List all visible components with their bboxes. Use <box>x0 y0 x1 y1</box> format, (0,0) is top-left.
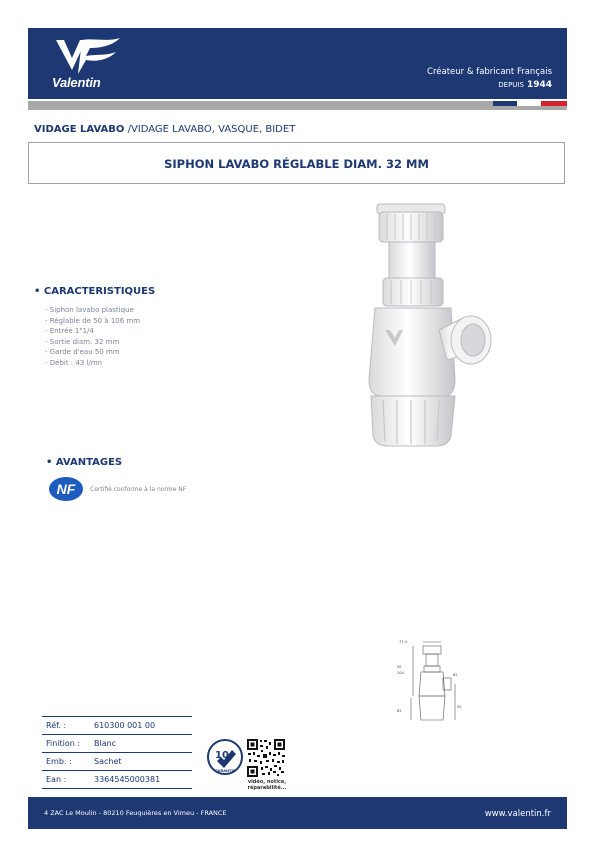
product-title: SIPHON LAVABO RÉGLABLE DIAM. 32 MM <box>164 157 429 171</box>
info-value: Blanc <box>90 735 192 753</box>
drawing-dim-label: 82 <box>453 673 458 677</box>
table-row <box>42 771 192 789</box>
info-key: Ean : <box>42 771 90 789</box>
flag-white <box>517 101 541 106</box>
website-link[interactable]: www.valentin.fr <box>484 809 551 819</box>
flag-red <box>541 101 567 106</box>
info-key: Finition : <box>42 735 90 753</box>
spec-item: - Réglable de 50 à 106 mm <box>45 316 141 325</box>
siphon-product-image <box>355 200 505 448</box>
info-value: 3364545000381 <box>90 771 192 789</box>
technical-drawing <box>393 636 473 736</box>
tagline: Créateur & fabricant Français <box>427 67 552 77</box>
characteristics-heading: • CARACTERISTIQUES <box>34 286 156 297</box>
nf-certification-icon <box>48 476 84 502</box>
warranty-10-years-icon <box>206 738 244 776</box>
table-row <box>42 717 192 735</box>
spec-item: - Entrée 1"1/4 <box>45 327 94 335</box>
warranty-years: 10 <box>215 750 229 761</box>
grey-separator <box>28 101 567 110</box>
company-address: 4 ZAC Le Moulin - 80210 Feuquières en Vimeu - FRANCE <box>44 809 227 817</box>
drawing-dim-label: 77.4 <box>399 640 407 644</box>
product-info-table <box>42 716 192 789</box>
flag-blue <box>493 101 517 106</box>
drawing-dim-label: 104 <box>397 671 404 675</box>
spec-item: - Débit : 43 l/mn <box>45 358 103 367</box>
spec-item: - Garde d'eau 50 mm <box>45 348 120 356</box>
info-value: Sachet <box>90 753 192 771</box>
info-key: Emb. : <box>42 753 90 771</box>
drawing-dim-label: 82 <box>397 709 402 713</box>
qr-code[interactable] <box>246 738 286 778</box>
spec-item: - Siphon lavabo plastique <box>45 306 134 314</box>
brand-name: Valentin <box>52 75 101 90</box>
since-label: DEPUIS <box>498 81 524 89</box>
spec-item: - Sortie diam. 32 mm <box>45 337 120 346</box>
category-main: VIDAGE LAVABO <box>34 124 125 135</box>
qr-caption: vidéo, notice, réparabilité... <box>247 779 287 791</box>
warranty-label: GARANTIE <box>214 769 236 773</box>
nf-certification-text: Certifié conforme à la norme NF <box>90 486 187 493</box>
characteristics-list <box>45 305 140 368</box>
table-row <box>42 735 192 753</box>
category-breadcrumb <box>34 124 295 135</box>
nf-badge-label: NF <box>56 481 76 497</box>
info-value: 610300 001 00 <box>90 717 192 735</box>
since-year: 1944 <box>526 80 552 90</box>
info-key: Réf. : <box>42 717 90 735</box>
category-sub: /VIDAGE LAVABO, VASQUE, BIDET <box>124 124 296 135</box>
advantages-heading: • AVANTAGES <box>46 457 123 468</box>
table-row <box>42 753 192 771</box>
drawing-dim-label: 50 <box>457 705 462 709</box>
since-text <box>498 80 552 90</box>
drawing-dim-label: 50 <box>397 665 402 669</box>
